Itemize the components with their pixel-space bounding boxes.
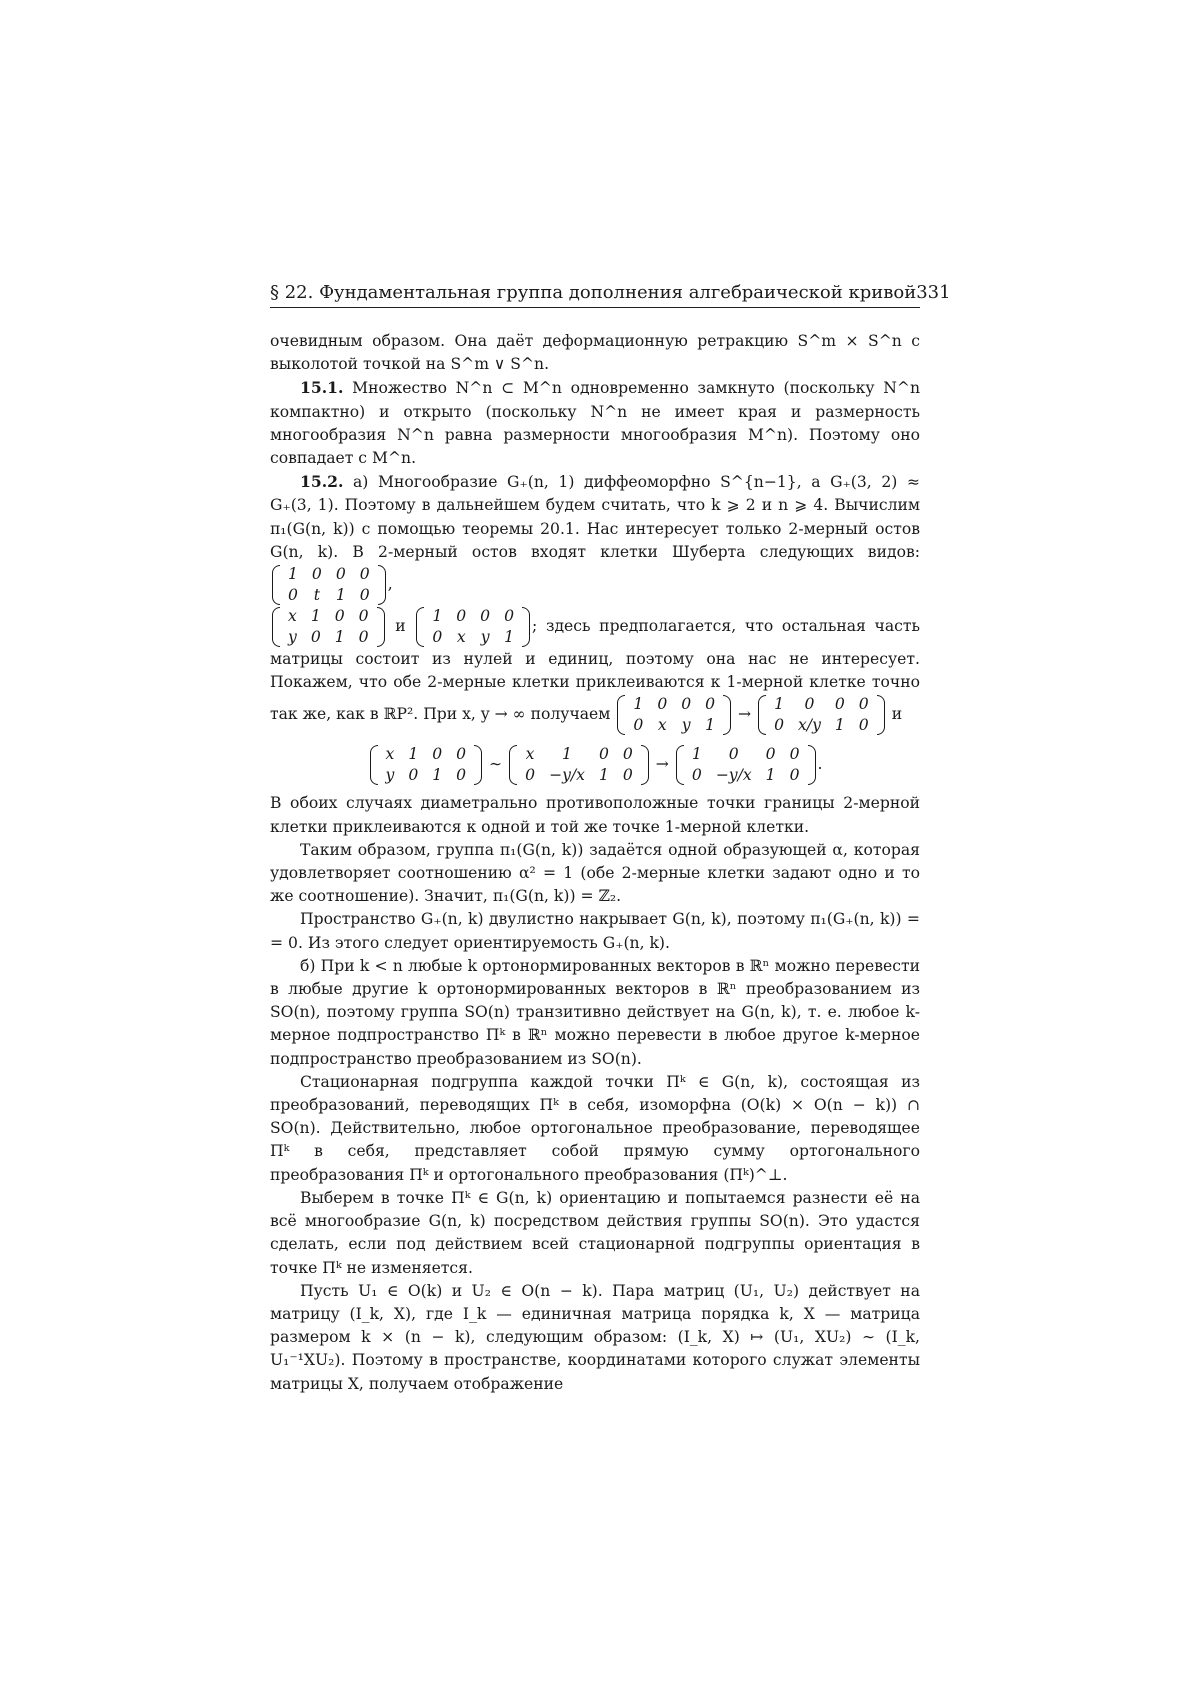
paragraph-text: ; здесь предполагается, что остальная часть матрицы состоит из нулей и единиц, поэтому она нас не интересует. Покажем, что обе 2-мерные клетки приклеиваются к 1-мерной клетке точно так же, как в ℝP². При x, y → ∞ получаем [270,617,920,724]
arrow: → [655,755,669,774]
page-body [270,330,920,1396]
matrix-cell: 1 [432,607,443,626]
matrix [370,744,483,786]
comma: , [387,575,393,594]
paragraph: Стационарная подгруппа каждой точки Πᵏ ∈ G(n, k), состоящая из преобразований, переводящих Πᵏ в себя, изоморфна (O(k) × O(n − k)) ∩ SO(n). Действительно, любое ортогональное преобразование, переводящее Πᵏ в себя, представляет собой прямую сумму ортогонального преобразования Πᵏ и ортогонального преобразования (Πᵏ)^⊥. [270,1072,920,1184]
matrix-cell: 0 [310,628,321,647]
matrix-cell: 0 [681,695,692,714]
matrix-cell: y [480,628,490,647]
matrix-cell: 1 [432,766,443,785]
matrix-cell: 0 [359,565,370,584]
matrix-cell: 0 [728,745,739,764]
matrix-cell: 0 [456,607,467,626]
matrix-cell: 0 [774,716,785,735]
matrix-body [767,694,876,736]
matrix-cell: x [385,745,395,764]
matrix-cell: 0 [691,766,702,785]
matrix-cell: 0 [598,745,609,764]
paragraph: б) При k < n любые k ортонормированных векторов в ℝⁿ можно перевести в любые другие k ортонормированных векторов в ℝⁿ преобразованием из SO(n), поэтому группа SO(n) транзитивно действует на G(n, k), т. е. любое k-мерное подпространство Πᵏ в ℝⁿ можно перевести в любое другое k-мерное подпространство преобразованием из SO(n). [270,956,920,1068]
conjunction: и [891,705,903,724]
matrix-cell: 0 [456,766,467,785]
matrix-body [425,606,521,648]
matrix [416,606,530,648]
paragraph: В обоих случаях диаметрально противоположные точки границы 2-мерной клетки приклеиваются к одной и той же точке 1-мерной клетки. [270,794,920,836]
matrix-cell: 1 [834,716,845,735]
matrix-cell: t [313,586,321,605]
matrix-cell: 0 [765,745,776,764]
matrix-cell: 0 [789,766,800,785]
matrix-cell: 0 [657,695,668,714]
matrix-cell: 1 [705,716,716,735]
matrix-cell: 0 [359,586,370,605]
matrix-cell: y [288,628,297,647]
matrix-cell: 0 [432,628,443,647]
matrix-cell: 0 [358,628,369,647]
matrix-cell: 0 [834,695,845,714]
matrix-body [281,606,376,648]
matrix-body [626,694,722,736]
paragraph: Пусть U₁ ∈ O(k) и U₂ ∈ O(n − k). Пара матриц (U₁, U₂) действует на матрицу (I_k, X), где I_k — единичная матрица порядка k, X — матрица размером k × (n − k), следующим образом: (I_k, X) ↦ (U₁, XU₂) ∼ (I_k, U₁⁻¹XU₂). Поэтому в пространстве, координатами которого служат элементы матрицы X, получаем отображение [270,1281,920,1393]
matrix-cell: 1 [774,695,785,714]
matrix-cell: 0 [858,716,869,735]
paragraph-15-1 [270,376,920,470]
chapter-title: § 22. Фундаментальная группа дополнения алгебраической кривой [270,282,917,303]
matrix-cell: 1 [691,745,702,764]
matrix-cell: 1 [310,607,321,626]
paragraph: Таким образом, группа π₁(G(n, k)) задаётся одной образующей α, которая удовлетворяет соотношению α² = 1 (обе 2-мерные клетки задают одно и то же соотношение). Значит, π₁(G(n, k)) = ℤ₂. [270,840,920,906]
matrix-cell: 0 [432,745,443,764]
matrix [676,744,816,786]
matrix-cell: 0 [705,695,716,714]
exercise-label: 15.1. [300,378,344,398]
matrix-body [379,744,474,786]
matrix-body [685,744,807,786]
exercise-label: 15.2. [300,472,344,492]
matrix-cell: y [681,716,691,735]
matrix-cell: 1 [288,565,298,584]
matrix-cell: 0 [358,607,369,626]
matrix-cell: 0 [504,607,515,626]
period: . [817,755,823,774]
matrix-cell: 1 [598,766,609,785]
matrix-cell: 1 [765,766,776,785]
conjunction: и [395,617,406,636]
matrix-cell: 0 [456,745,467,764]
matrix-cell: −y/x [715,766,752,785]
matrix [509,744,649,786]
matrix-cell: 0 [622,745,633,764]
display-formula [270,744,920,786]
matrix-body [518,744,640,786]
matrix-cell: 0 [525,766,536,785]
running-header [270,282,951,308]
paragraph: Выберем в точке Πᵏ ∈ G(n, k) ориентацию и попытаемся разнести её на всё многообразие G(n, k) посредством действия группы SO(n). Это удастся сделать, если под действием всей стационарной подгруппы ориентация в точке Πᵏ не изменяется. [270,1188,920,1277]
matrix-cell: 0 [633,716,644,735]
paragraph: Пространство G₊(n, k) двулистно накрывает G(n, k), поэтому π₁(G₊(n, k)) = = 0. Из этого следует ориентируемость G₊(n, k). [270,910,920,952]
paragraph-15-2 [270,470,920,606]
matrix [758,694,885,736]
matrix-cell: x [456,628,466,647]
matrix-cell: x [657,716,667,735]
matrix-cell: 1 [633,695,644,714]
arrow: → [738,705,752,724]
matrix [617,694,731,736]
matrix-cell: 0 [804,695,815,714]
paragraph: очевидным образом. Она даёт деформационную ретракцию S^m × S^n с выколотой точкой на S^m ∨ S^n. [270,332,920,374]
matrix-cell: x [288,607,297,626]
matrix-cell: −y/x [549,766,585,785]
matrix [272,606,385,648]
matrix-cell: 0 [789,745,800,764]
matrix-cell: 0 [858,695,869,714]
matrix-cell: 0 [288,586,298,605]
paragraph-text: а) Многообразие G₊(n, 1) диффеоморфно S^{n−1}, а G₊(3, 2) ≈ G₊(3, 1). Поэтому в дальнейшем будем считать, что k ⩾ 2 и n ⩾ 4. Вычислим π₁(G(n, k)) с помощью теоремы 20.1. Нас интересует только 2-мерный остов G(n, k). В 2-мерный остов входят клетки Шуберта следующих видов: [270,473,920,561]
matrix-cell: 0 [335,565,346,584]
matrix-cell: x/y [798,716,821,735]
matrix-cell: 0 [311,565,322,584]
matrix-cell: 1 [335,586,346,605]
matrix-body [281,564,377,606]
matrix-cell: 0 [334,607,345,626]
matrix-cell: 1 [562,745,572,764]
sim: ∼ [489,755,503,774]
page-number: 331 [916,282,951,303]
matrix-cell: 1 [408,745,419,764]
matrix-cell: y [385,766,395,785]
paragraph-cont [270,606,920,736]
matrix-cell: 1 [334,628,345,647]
paragraph-text: Множество N^n ⊂ M^n одновременно замкнуто (поскольку N^n компактно) и открыто (поскольку N^n не имеет края и размерность многообразия N^n равна размерности многообразия M^n). Поэтому оно совпадает с M^n. [270,379,920,468]
matrix-cell: 0 [408,766,419,785]
book-page [270,282,951,1396]
matrix-cell: 1 [504,628,515,647]
matrix-cell: 0 [480,607,491,626]
matrix-cell: x [525,745,535,764]
matrix-cell: 0 [622,766,633,785]
matrix [272,564,386,606]
